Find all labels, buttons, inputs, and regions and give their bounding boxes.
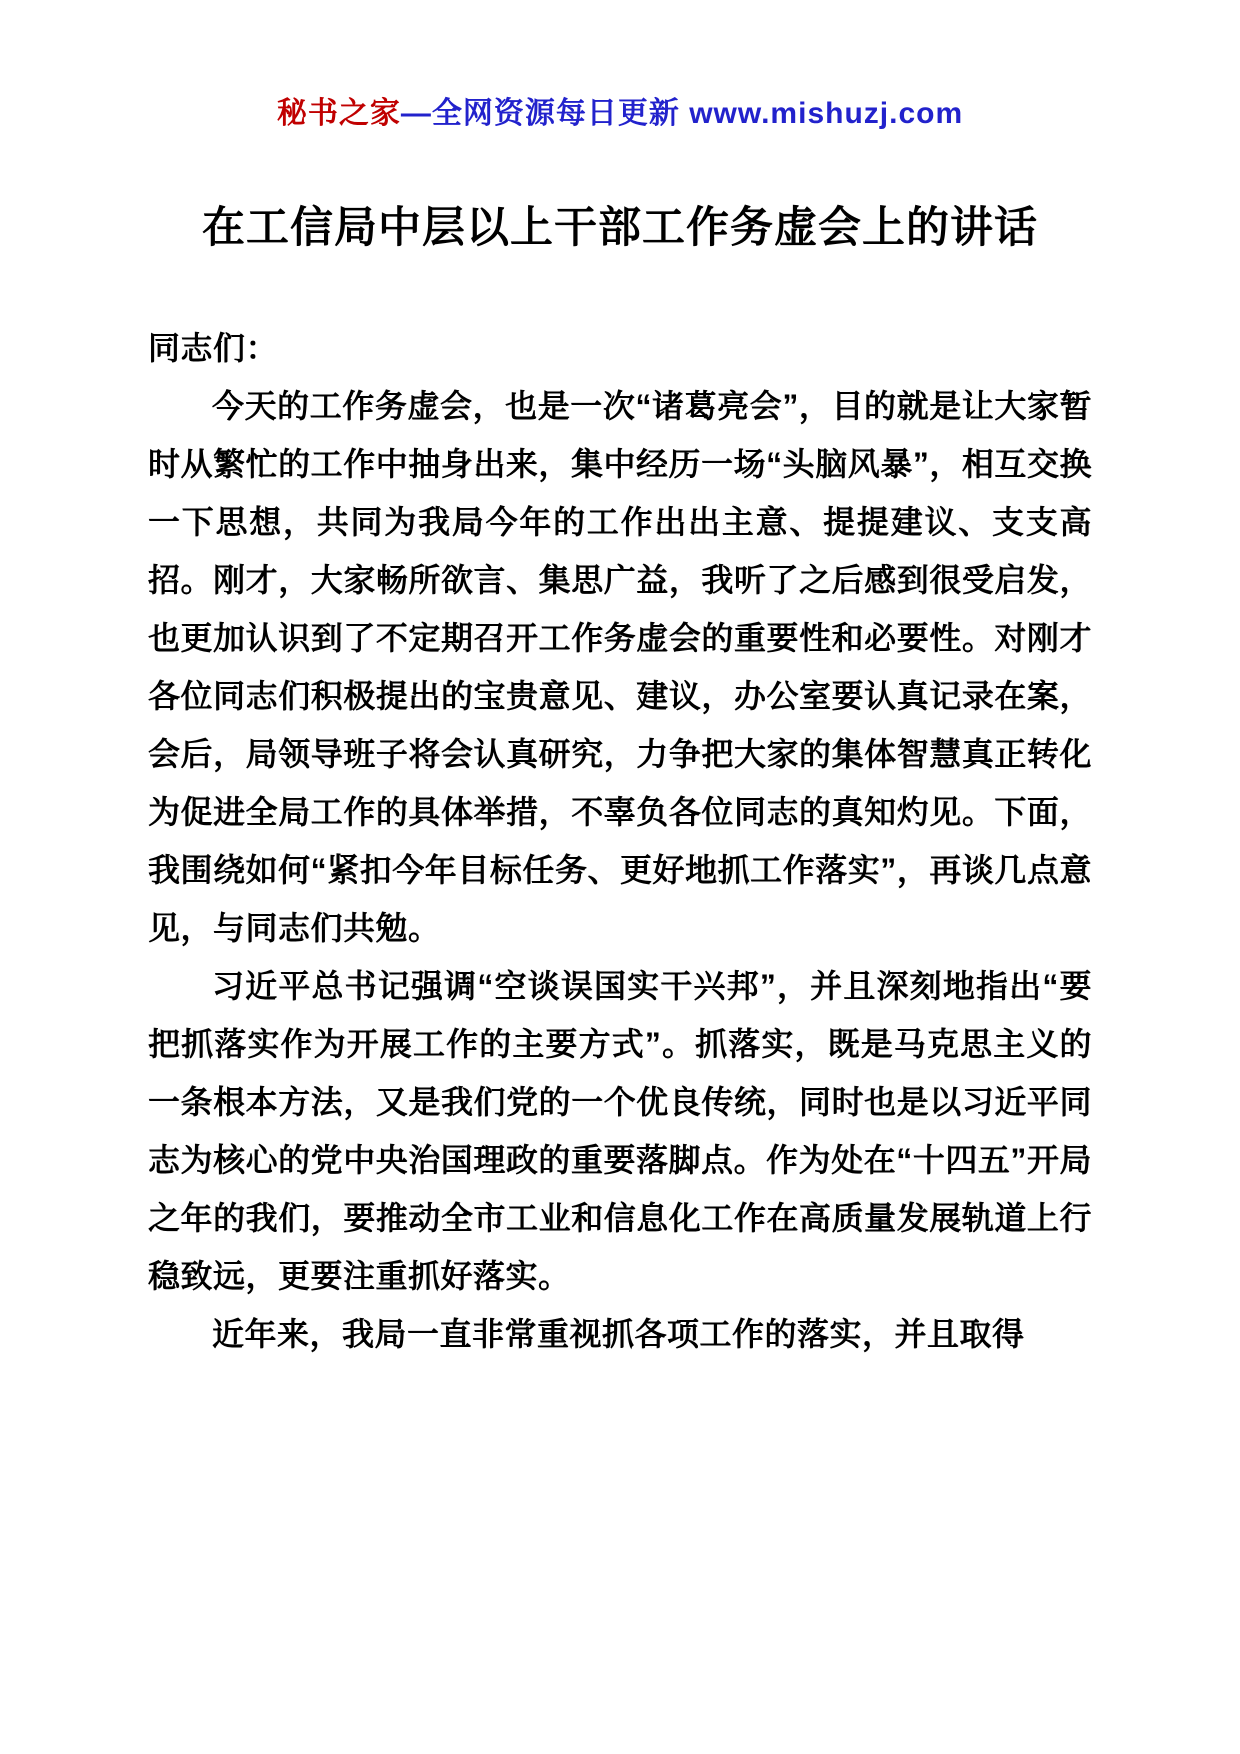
salutation: 同志们： xyxy=(148,330,279,366)
paragraph-3: 近年来，我局一直非常重视抓各项工作的落实，并且取得 xyxy=(212,1316,1025,1352)
document-body xyxy=(148,319,1092,1363)
paragraph-2: 习近平总书记强调“空谈误国实干兴邦”，并且深刻地指出“要把抓落实作为开展工作的主要方式”。抓落实，既是马克思主义的一条根本方法，又是我们党的一个优良传统，同时也是以习近平同志为核心的党中央治国理政的重要落脚点。作为处在“十四五”开局之年的我们，要推动全市工业和信息化工作在高质量发展轨道上行稳致远，更要注重抓好落实。 xyxy=(148,968,1092,1294)
paragraph-1: 今天的工作务虚会，也是一次“诸葛亮会”，目的就是让大家暂时从繁忙的工作中抽身出来，集中经历一场“头脑风暴”，相互交换一下思想，共同为我局今年的工作出出主意、提提建议、支支高招。刚才，大家畅所欲言、集思广益，我听了之后感到很受启发，也更加认识到了不定期召开工作务虚会的重要性和必要性。对刚才各位同志们积极提出的宝贵意见、建议，办公室要认真记录在案，会后，局领导班子将会认真研究，力争把大家的集体智慧真正转化为促进全局工作的具体举措，不辜负各位同志的真知灼见。下面，我围绕如何“紧扣今年目标任务、更好地抓工作落实”，再谈几点意见，与同志们共勉。 xyxy=(148,388,1092,946)
document-header xyxy=(148,88,1092,132)
brand-name: 秘书之家 xyxy=(276,97,401,130)
site-url: www.mishuzj.com xyxy=(689,97,964,130)
document-title: 在工信局中层以上干部工作务虚会上的讲话 xyxy=(202,204,1038,252)
header-tagline: —全网资源每日更新 xyxy=(400,97,690,130)
